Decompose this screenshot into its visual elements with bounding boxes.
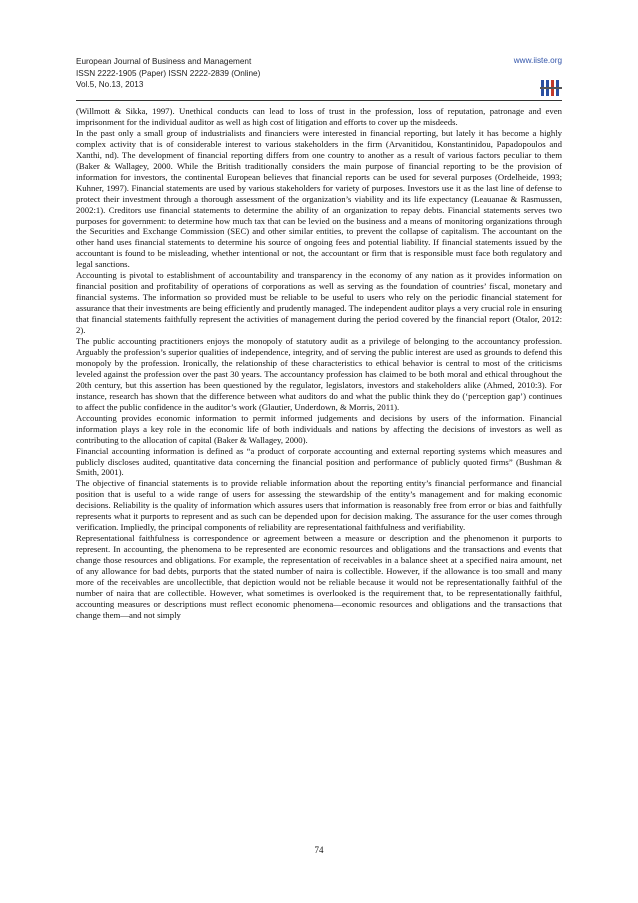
paragraph-6: Financial accounting information is defined as “a product of corporate accounting and external reporting systems which measures and publicly discloses audited, quantitative data concerning the financial position and performance of publicly quoted firms” (Bushman & Smith, 2001). bbox=[76, 445, 562, 478]
paragraph-4: The public accounting practitioners enjoys the monopoly of statutory audit as a privilege of belonging to the accountancy profession. Arguably the profession’s superior qualities of independence, integrity, and of serving the public interest are used as grounds to defend this monopoly by the profession. Ironically, the relationship of these characteristics to ethical behavior is central to most of the criticisms leveled against the profession over the past 30 years. The accountancy profession has claimed to be both moral and ethical throughout the 20th century, but this assertion has been questioned by the regulator, legislators, investors and stakeholders alike (Ahmed, 2010:3). For instance, research has shown that the difference between what auditors do and what the public think they do (‘perception gap’) continues to affect the public confidence in the auditor’s work (Glautier, Underdown, & Morris, 2011). bbox=[76, 336, 562, 412]
volume-line: Vol.5, No.13, 2013 bbox=[76, 80, 144, 90]
paragraph-2: In the past only a small group of industrialists and financiers were interested in financial reporting, but lately it has become a highly complex activity that is of considerable interest to various stakeholders in the firm (Arvanitidou, Konstantinidou, Papadopoulos and Xanthi, nd). The development of financial reporting differs from one country to another as a result of various factors peculiar to them (Baker & Wallagey, 2000. While the British traditionally considers the main purpose of financial reporting to be the provision of information for investors, the continental European believes that financial reports can be used for several purposes (Ordelheide, 1993; Kuhner, 1997). Financial statements are used by various stakeholders for variety of purposes. Investors use it as the last line of defense to protect their investment through a thorough assessment of the organization’s viability and its life expectancy (Leauanae & Rasmussen, 2002:1). Creditors use financial statements to determine the ability of an organization to repay debts. Financial statements serves two purposes for government: to determine how much tax that can be levied on the business and a means of monitoring organizations through the Securities and Exchange Commission (SEC) and other similar entities, to prevent the collapse of capitalism. The accountant on the other hand uses financial statements to determine his source of ongoing fees and potential liability. If financial statements issued by the accountant is found to be misleading, whether intentional or not, the accountant or firm that is responsible must face both regulatory and legal sanctions. bbox=[76, 127, 562, 270]
article-body bbox=[76, 106, 562, 621]
journal-url-link[interactable]: www.iiste.org bbox=[513, 56, 562, 65]
header-rule bbox=[76, 100, 562, 101]
issn-line: ISSN 2222-1905 (Paper) ISSN 2222-2839 (Online) bbox=[76, 68, 261, 78]
paragraph-5: Accounting provides economic information to permit informed judgements and decisions by users of the information. Financial information plays a key role in the economic life of both individuals and nations by affecting the decisions of investors as well as contributing to the allocation of capital (Baker & Wallagey, 2000). bbox=[76, 412, 562, 445]
page-number: 74 bbox=[314, 845, 324, 855]
paragraph-1: (Willmott & Sikka, 1997). Unethical conducts can lead to loss of trust in the profession, loss of reputation, patronage and even imprisonment for the individual auditor as well as high cost of litigation and efforts to cover up the misdeeds. bbox=[76, 106, 562, 127]
page-header bbox=[76, 56, 562, 104]
paragraph-3: Accounting is pivotal to establishment of accountability and transparency in the economy of any nation as it provides information on financial position and profitability of operations of corporations as well as serving as the foundation of countries’ fiscal, monetary and financial systems. The information so provided must be reliable to be useful to users who rely on the periodic financial statement for assurance that their investments are being efficiently and prudently managed. The independent auditor plays a very crucial role in ensuring that financial statements faithfully represent the activities of management during the period covered by the financial report (Otalor, 2012: 2). bbox=[76, 270, 562, 336]
paragraph-8: Representational faithfulness is correspondence or agreement between a measure or description and the phenomenon it purports to represent. In accounting, the phenomena to be represented are economic resources and obligations and the transactions and events that change those resources and obligations. For example, the representation of receivables in a balance sheet at a specified naira amount, net of any allowance for bad debts, purports that the stated number of naira is collectible. However, if the allowance is too small and many more of the receivables are uncollectible, that depiction would not be reliable because it would not be representationally faithful of the number of naira that are collectible. However, what sometimes is overlooked is the requirement that, to be representationally faithful, accounting measures or descriptions must reflect economic phenomena—economic resources and obligations and the transactions that change them—and not simply bbox=[76, 533, 562, 620]
paragraph-7: The objective of financial statements is to provide reliable information about the reporting entity’s financial performance and financial position that is useful to a wide range of users for assessing the stewardship of the entity’s management and for making economic decisions. Reliability is the quality of information which assures users that information is reasonably free from error or bias and faithfully represents what it purports to represent and as such can be depended upon for decision making. The assurance for the user comes through verification. Impliedly, the principal components of reliability are representational faithfulness and verifiability. bbox=[76, 478, 562, 533]
iiste-logo-icon bbox=[540, 78, 562, 98]
journal-title: European Journal of Business and Management bbox=[76, 57, 252, 66]
